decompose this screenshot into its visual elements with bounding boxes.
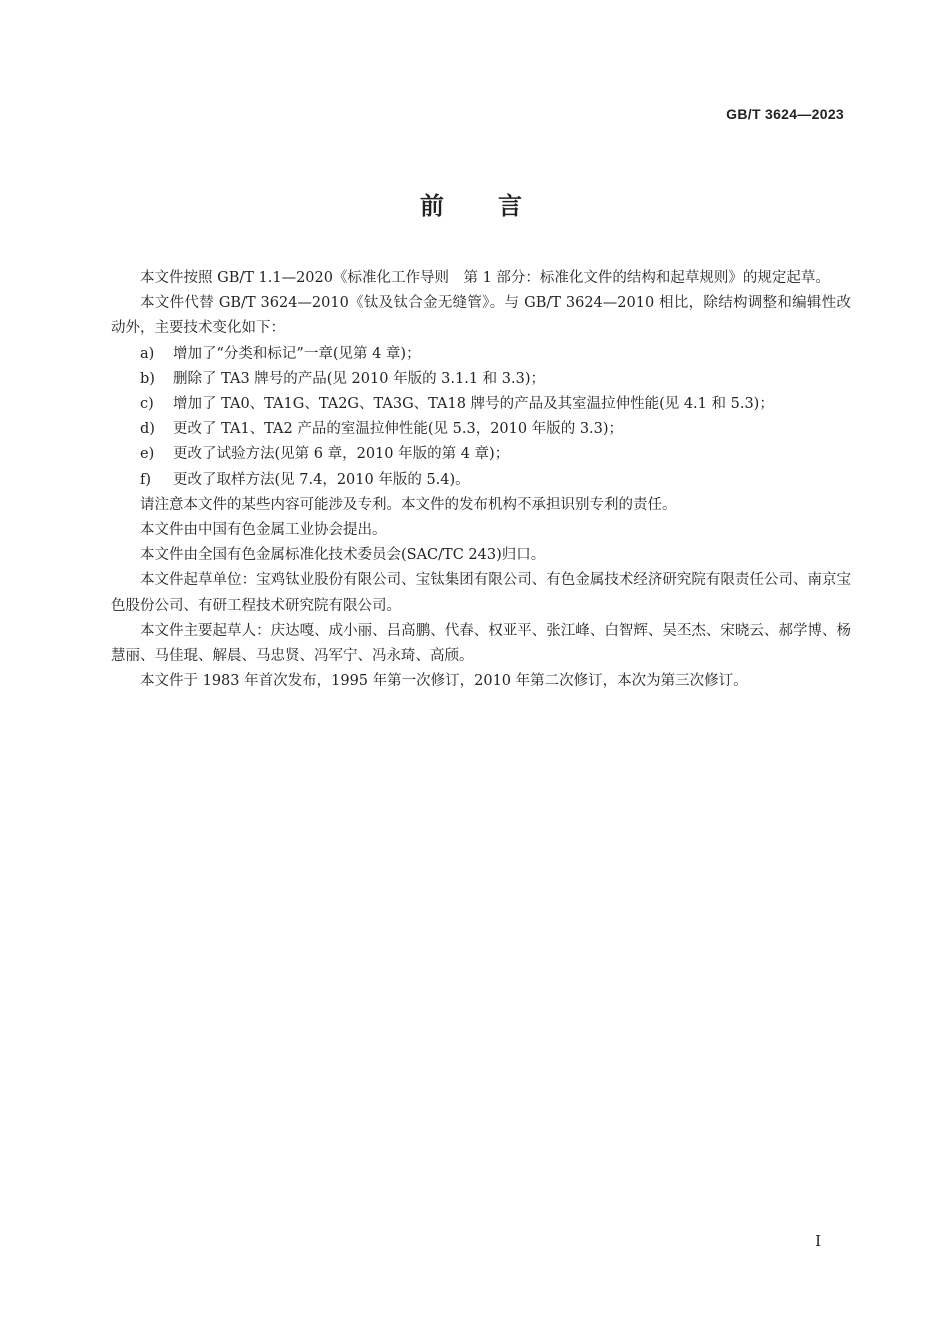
paragraph-revision-history: 本文件于 1983 年首次发布，1995 年第一次修订，2010 年第二次修订，本次为第三次修订。: [140, 673, 748, 690]
paragraph-drafters: 本文件主要起草人：庆达嘎、成小丽、吕高鹏、代春、权亚平、张江峰、白智辉、吴丕杰、宋晓云、郝学博、杨慧丽、马佳琨、解晨、马忠贤、冯军宁、冯永琦、高颀。: [111, 622, 851, 665]
list-item-label: e): [140, 446, 155, 463]
list-item: [111, 417, 851, 442]
page-title: 前言: [420, 192, 576, 220]
list-item-label: b): [140, 370, 155, 387]
list-item: [111, 442, 851, 467]
paragraph-proposer: 本文件由中国有色金属工业协会提出。: [140, 522, 387, 539]
page-number: I: [815, 1232, 821, 1250]
list-item-text: 增加了 TA0、TA1G、TA2G、TA3G、TA18 牌号的产品及其室温拉伸性能(见 4.1 和 5.3)；: [173, 396, 774, 413]
list-item-text: 增加了“分类和标记”一章(见第 4 章)；: [173, 345, 421, 362]
technical-changes-list: [111, 342, 851, 493]
list-item-text: 删除了 TA3 牌号的产品(见 2010 年版的 3.1.1 和 3.3)；: [173, 370, 546, 387]
list-item-label: a): [140, 345, 155, 362]
list-item-label: f): [140, 471, 152, 488]
list-item-label: c): [140, 396, 154, 413]
standard-code: GB/T 3624—2023: [726, 106, 844, 122]
list-item-text: 更改了取样方法(见 7.4，2010 年版的 5.4)。: [173, 471, 470, 488]
paragraph-drafting-rules: 本文件按照 GB/T 1.1—2020《标准化工作导则 第 1 部分：标准化文件的结构和起草规则》的规定起草。: [140, 270, 830, 286]
list-item-text: 更改了试验方法(见第 6 章，2010 年版的第 4 章)；: [173, 446, 510, 463]
paragraph-patent-notice: 请注意本文件的某些内容可能涉及专利。本文件的发布机构不承担识别专利的责任。: [140, 496, 677, 513]
paragraph-drafting-units: 本文件起草单位：宝鸡钛业股份有限公司、宝钛集团有限公司、有色金属技术经济研究院有限责任公司、南京宝色股份公司、有研工程技术研究院有限公司。: [111, 572, 851, 614]
list-item: [111, 392, 851, 417]
paragraph-replacement-note: 本文件代替 GB/T 3624—2010《钛及钛合金无缝管》。与 GB/T 3624—2010 相比，除结构调整和编辑性改动外，主要技术变化如下：: [111, 295, 851, 337]
foreword-body: [111, 266, 851, 694]
list-item-text: 更改了 TA1、TA2 产品的室温拉伸性能(见 5.3，2010 年版的 3.3)；: [173, 421, 624, 438]
paragraph-technical-committee: 本文件由全国有色金属标准化技术委员会(SAC/TC 243)归口。: [140, 547, 546, 564]
list-item: [111, 468, 851, 493]
list-item-label: d): [140, 421, 155, 438]
list-item: [111, 367, 851, 392]
list-item: [111, 342, 851, 367]
